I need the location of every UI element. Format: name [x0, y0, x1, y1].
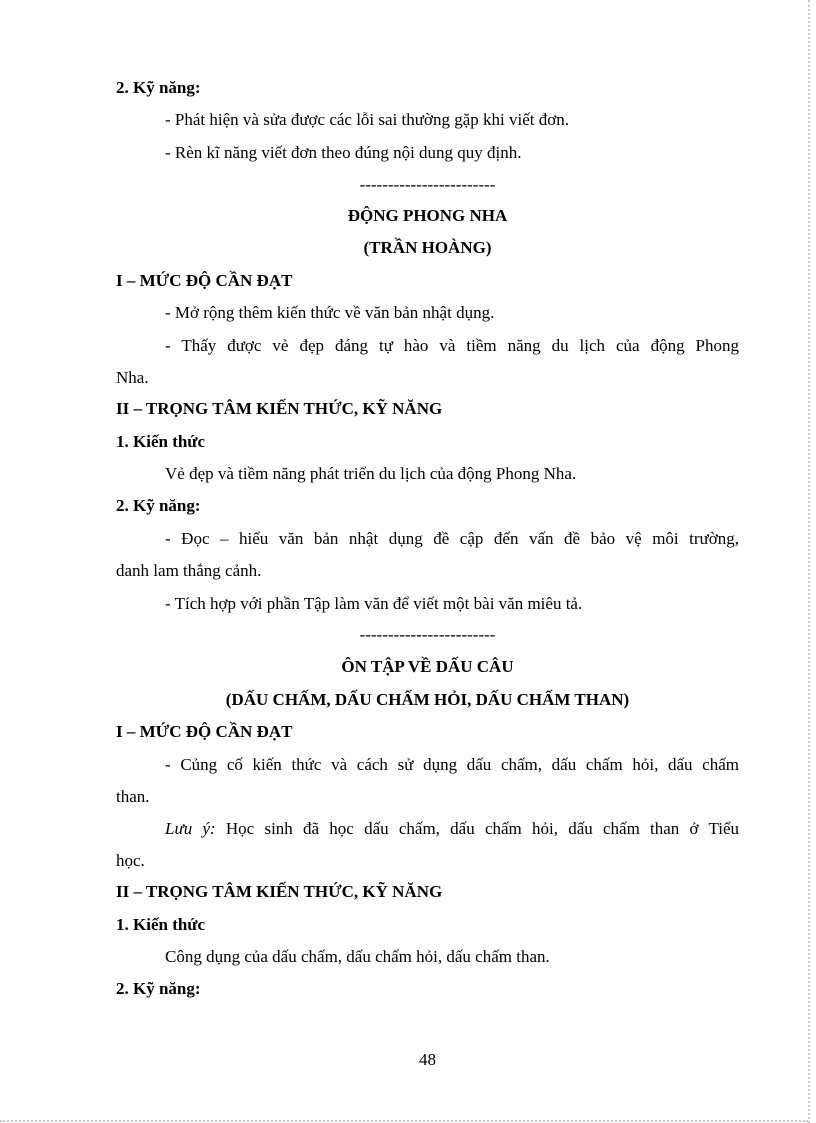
- skill-item: - Tích hợp với phần Tập làm văn để viết một bài văn miêu tả.: [165, 594, 583, 613]
- knowledge-text: Vẻ đẹp và tiềm năng phát triển du lịch của động Phong Nha.: [165, 464, 577, 483]
- skills-heading: 2. Kỹ năng:: [116, 78, 201, 97]
- skill-item: - Rèn kĩ năng viết đơn theo đúng nội dung quy định.: [165, 143, 522, 162]
- skill-item: - Đọc – hiểu văn bản nhật dụng đề cập đến vấn đề bảo vệ môi trường,: [165, 529, 739, 548]
- objective-item: - Củng cố kiến thức và cách sử dụng dấu chấm, dấu chấm hỏi, dấu chấm: [165, 755, 739, 774]
- lesson-title: ĐỘNG PHONG NHA: [347, 206, 508, 225]
- note-paragraph: [165, 818, 739, 840]
- section-heading: II – TRỌNG TÂM KIẾN THỨC, KỸ NĂNG: [116, 399, 443, 418]
- note-paragraph-continued: học.: [116, 851, 145, 870]
- note-text: Học sinh đã học dấu chấm, dấu chấm hỏi, dấu chấm than ở Tiểu: [215, 819, 739, 838]
- objective-item: - Mở rộng thêm kiến thức về văn bản nhật dụng.: [165, 303, 495, 322]
- section-heading: II – TRỌNG TÂM KIẾN THỨC, KỸ NĂNG: [116, 882, 443, 901]
- skill-item: - Phát hiện và sửa được các lỗi sai thường gặp khi viết đơn.: [165, 110, 569, 129]
- page-number: 48: [419, 1050, 436, 1069]
- lesson-title: ÔN TẬP VỀ DẤU CÂU: [341, 657, 514, 676]
- objective-item-continued: than.: [116, 787, 150, 806]
- knowledge-text: Công dụng của dấu chấm, dấu chấm hỏi, dấu chấm than.: [165, 947, 550, 966]
- knowledge-heading: 1. Kiến thức: [116, 915, 206, 934]
- page-border-bottom: [0, 1120, 808, 1122]
- separator: ------------------------: [359, 175, 496, 194]
- objective-item: - Thấy được vẻ đẹp đáng tự hào và tiềm năng du lịch của động Phong: [165, 336, 739, 355]
- skills-heading: 2. Kỹ năng:: [116, 979, 201, 998]
- lesson-subtitle: (DẤU CHẤM, DẤU CHẤM HỎI, DẤU CHẤM THAN): [225, 690, 630, 709]
- section-heading: I – MỨC ĐỘ CẦN ĐẠT: [116, 722, 293, 741]
- skill-item-continued: danh lam thắng cảnh.: [116, 561, 262, 580]
- separator: ------------------------: [359, 625, 496, 644]
- note-label: Lưu ý:: [165, 819, 216, 838]
- skills-heading: 2. Kỹ năng:: [116, 496, 201, 515]
- objective-item-continued: Nha.: [116, 368, 149, 387]
- lesson-subtitle: (TRẦN HOÀNG): [363, 238, 492, 257]
- section-heading: I – MỨC ĐỘ CẦN ĐẠT: [116, 271, 293, 290]
- page-border-right: [808, 0, 810, 1123]
- knowledge-heading: 1. Kiến thức: [116, 432, 206, 451]
